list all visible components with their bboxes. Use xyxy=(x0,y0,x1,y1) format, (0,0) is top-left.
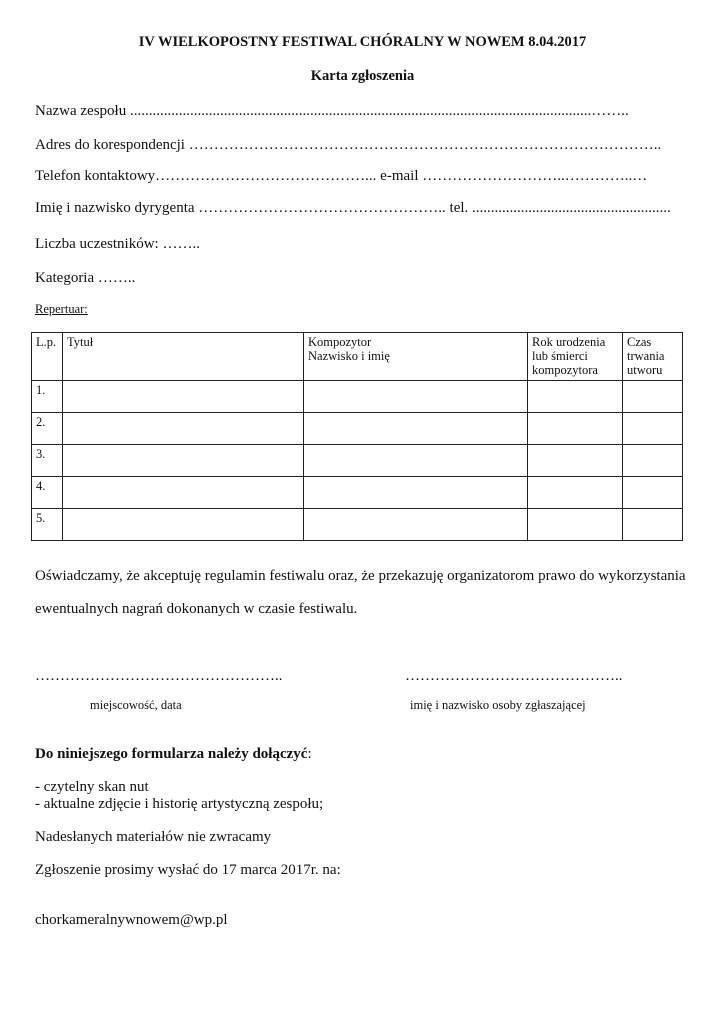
table-row xyxy=(32,477,683,509)
no-return-note: Nadesłanych materiałów nie zwracamy xyxy=(35,829,272,845)
header-kompozytor-line2: Nazwisko i imię xyxy=(308,349,390,363)
declaration-line2: ewentualnych nagrań dokonanych w czasie festiwalu. xyxy=(35,601,358,617)
cell-czas[interactable] xyxy=(623,477,683,509)
cell-czas[interactable] xyxy=(623,413,683,445)
cell-czas[interactable] xyxy=(623,445,683,477)
header-rok-line3: kompozytora xyxy=(532,363,598,377)
cell-rok[interactable] xyxy=(528,477,623,509)
cell-kompozytor[interactable] xyxy=(304,509,528,541)
signature-dots-left[interactable]: ………………………………………….. xyxy=(35,668,283,684)
cell-tytul[interactable] xyxy=(63,477,304,509)
declaration-line1: Oświadczamy, że akceptuję regulamin festiwalu oraz, że przekazuję organizatorom prawo do wykorzystania xyxy=(35,568,686,584)
row-number: 1. xyxy=(32,381,63,413)
header-rok xyxy=(528,333,623,381)
signature-label-right: imię i nazwisko osoby zgłaszającej xyxy=(410,698,586,712)
table-row xyxy=(32,509,683,541)
table-row xyxy=(32,413,683,445)
cell-kompozytor[interactable] xyxy=(304,477,528,509)
header-lp: L.p. xyxy=(32,333,63,381)
header-tytul: Tytuł xyxy=(63,333,304,381)
row-number: 5. xyxy=(32,509,63,541)
cell-tytul[interactable] xyxy=(63,509,304,541)
signature-label-left: miejscowość, data xyxy=(90,698,182,712)
table-row xyxy=(32,445,683,477)
header-rok-line1: Rok urodzenia xyxy=(532,335,606,349)
cell-rok[interactable] xyxy=(528,413,623,445)
row-number: 2. xyxy=(32,413,63,445)
page-title: IV WIELKOPOSTNY FESTIWAL CHÓRALNY W NOWEM 8.04.2017 xyxy=(138,34,587,50)
header-czas-line2: trwania xyxy=(627,349,665,363)
deadline-note: Zgłoszenie prosimy wysłać do 17 marca 2017r. na: xyxy=(35,862,341,878)
row-number: 3. xyxy=(32,445,63,477)
cell-rok[interactable] xyxy=(528,381,623,413)
form-subtitle: Karta zgłoszenia xyxy=(310,68,415,84)
field-adres[interactable]: Adres do korespondencji ………………………………………………………………………………….. xyxy=(35,137,662,153)
cell-tytul[interactable] xyxy=(63,413,304,445)
cell-kompozytor[interactable] xyxy=(304,413,528,445)
row-number: 4. xyxy=(32,477,63,509)
signature-dots-right[interactable]: …………………………………….. xyxy=(405,668,623,684)
field-telefon-email[interactable]: Telefon kontaktowy……………………………………... e-mail ………………………..…………..… xyxy=(35,168,648,184)
repertuar-label: Repertuar: xyxy=(35,302,88,316)
field-liczba-uczestnikow[interactable]: Liczba uczestników: …….. xyxy=(35,236,200,252)
attachments-heading-text: Do niniejszego formularza należy dołączyć xyxy=(35,746,308,762)
header-kompozytor-line1: Kompozytor xyxy=(308,335,372,349)
cell-tytul[interactable] xyxy=(63,445,304,477)
attachment-item: - czytelny skan nut xyxy=(35,779,149,795)
cell-kompozytor[interactable] xyxy=(304,381,528,413)
attachments-heading-colon: : xyxy=(307,746,312,762)
header-rok-line2: lub śmierci xyxy=(532,349,588,363)
contact-email[interactable]: chorkameralnywnowem@wp.pl xyxy=(35,912,228,928)
attachments-heading xyxy=(35,746,312,763)
header-czas-line3: utworu xyxy=(627,363,663,377)
cell-czas[interactable] xyxy=(623,381,683,413)
field-kategoria[interactable]: Kategoria …….. xyxy=(35,270,136,286)
cell-kompozytor[interactable] xyxy=(304,445,528,477)
cell-tytul[interactable] xyxy=(63,381,304,413)
attachment-item: - aktualne zdjęcie i historię artystyczną zespołu; xyxy=(35,796,324,812)
cell-rok[interactable] xyxy=(528,445,623,477)
repertoire-table xyxy=(31,332,683,541)
cell-czas[interactable] xyxy=(623,509,683,541)
cell-rok[interactable] xyxy=(528,509,623,541)
header-czas xyxy=(623,333,683,381)
header-kompozytor xyxy=(304,333,528,381)
field-nazwa-zespolu[interactable]: Nazwa zespołu ...........................................................................................................................…….. xyxy=(35,103,629,119)
table-row xyxy=(32,381,683,413)
field-dyrygent[interactable]: Imię i nazwisko dyrygenta ………………………………………….. tel. ..................................................... xyxy=(35,200,671,216)
header-czas-line1: Czas xyxy=(627,335,652,349)
table-header-row xyxy=(32,333,683,381)
